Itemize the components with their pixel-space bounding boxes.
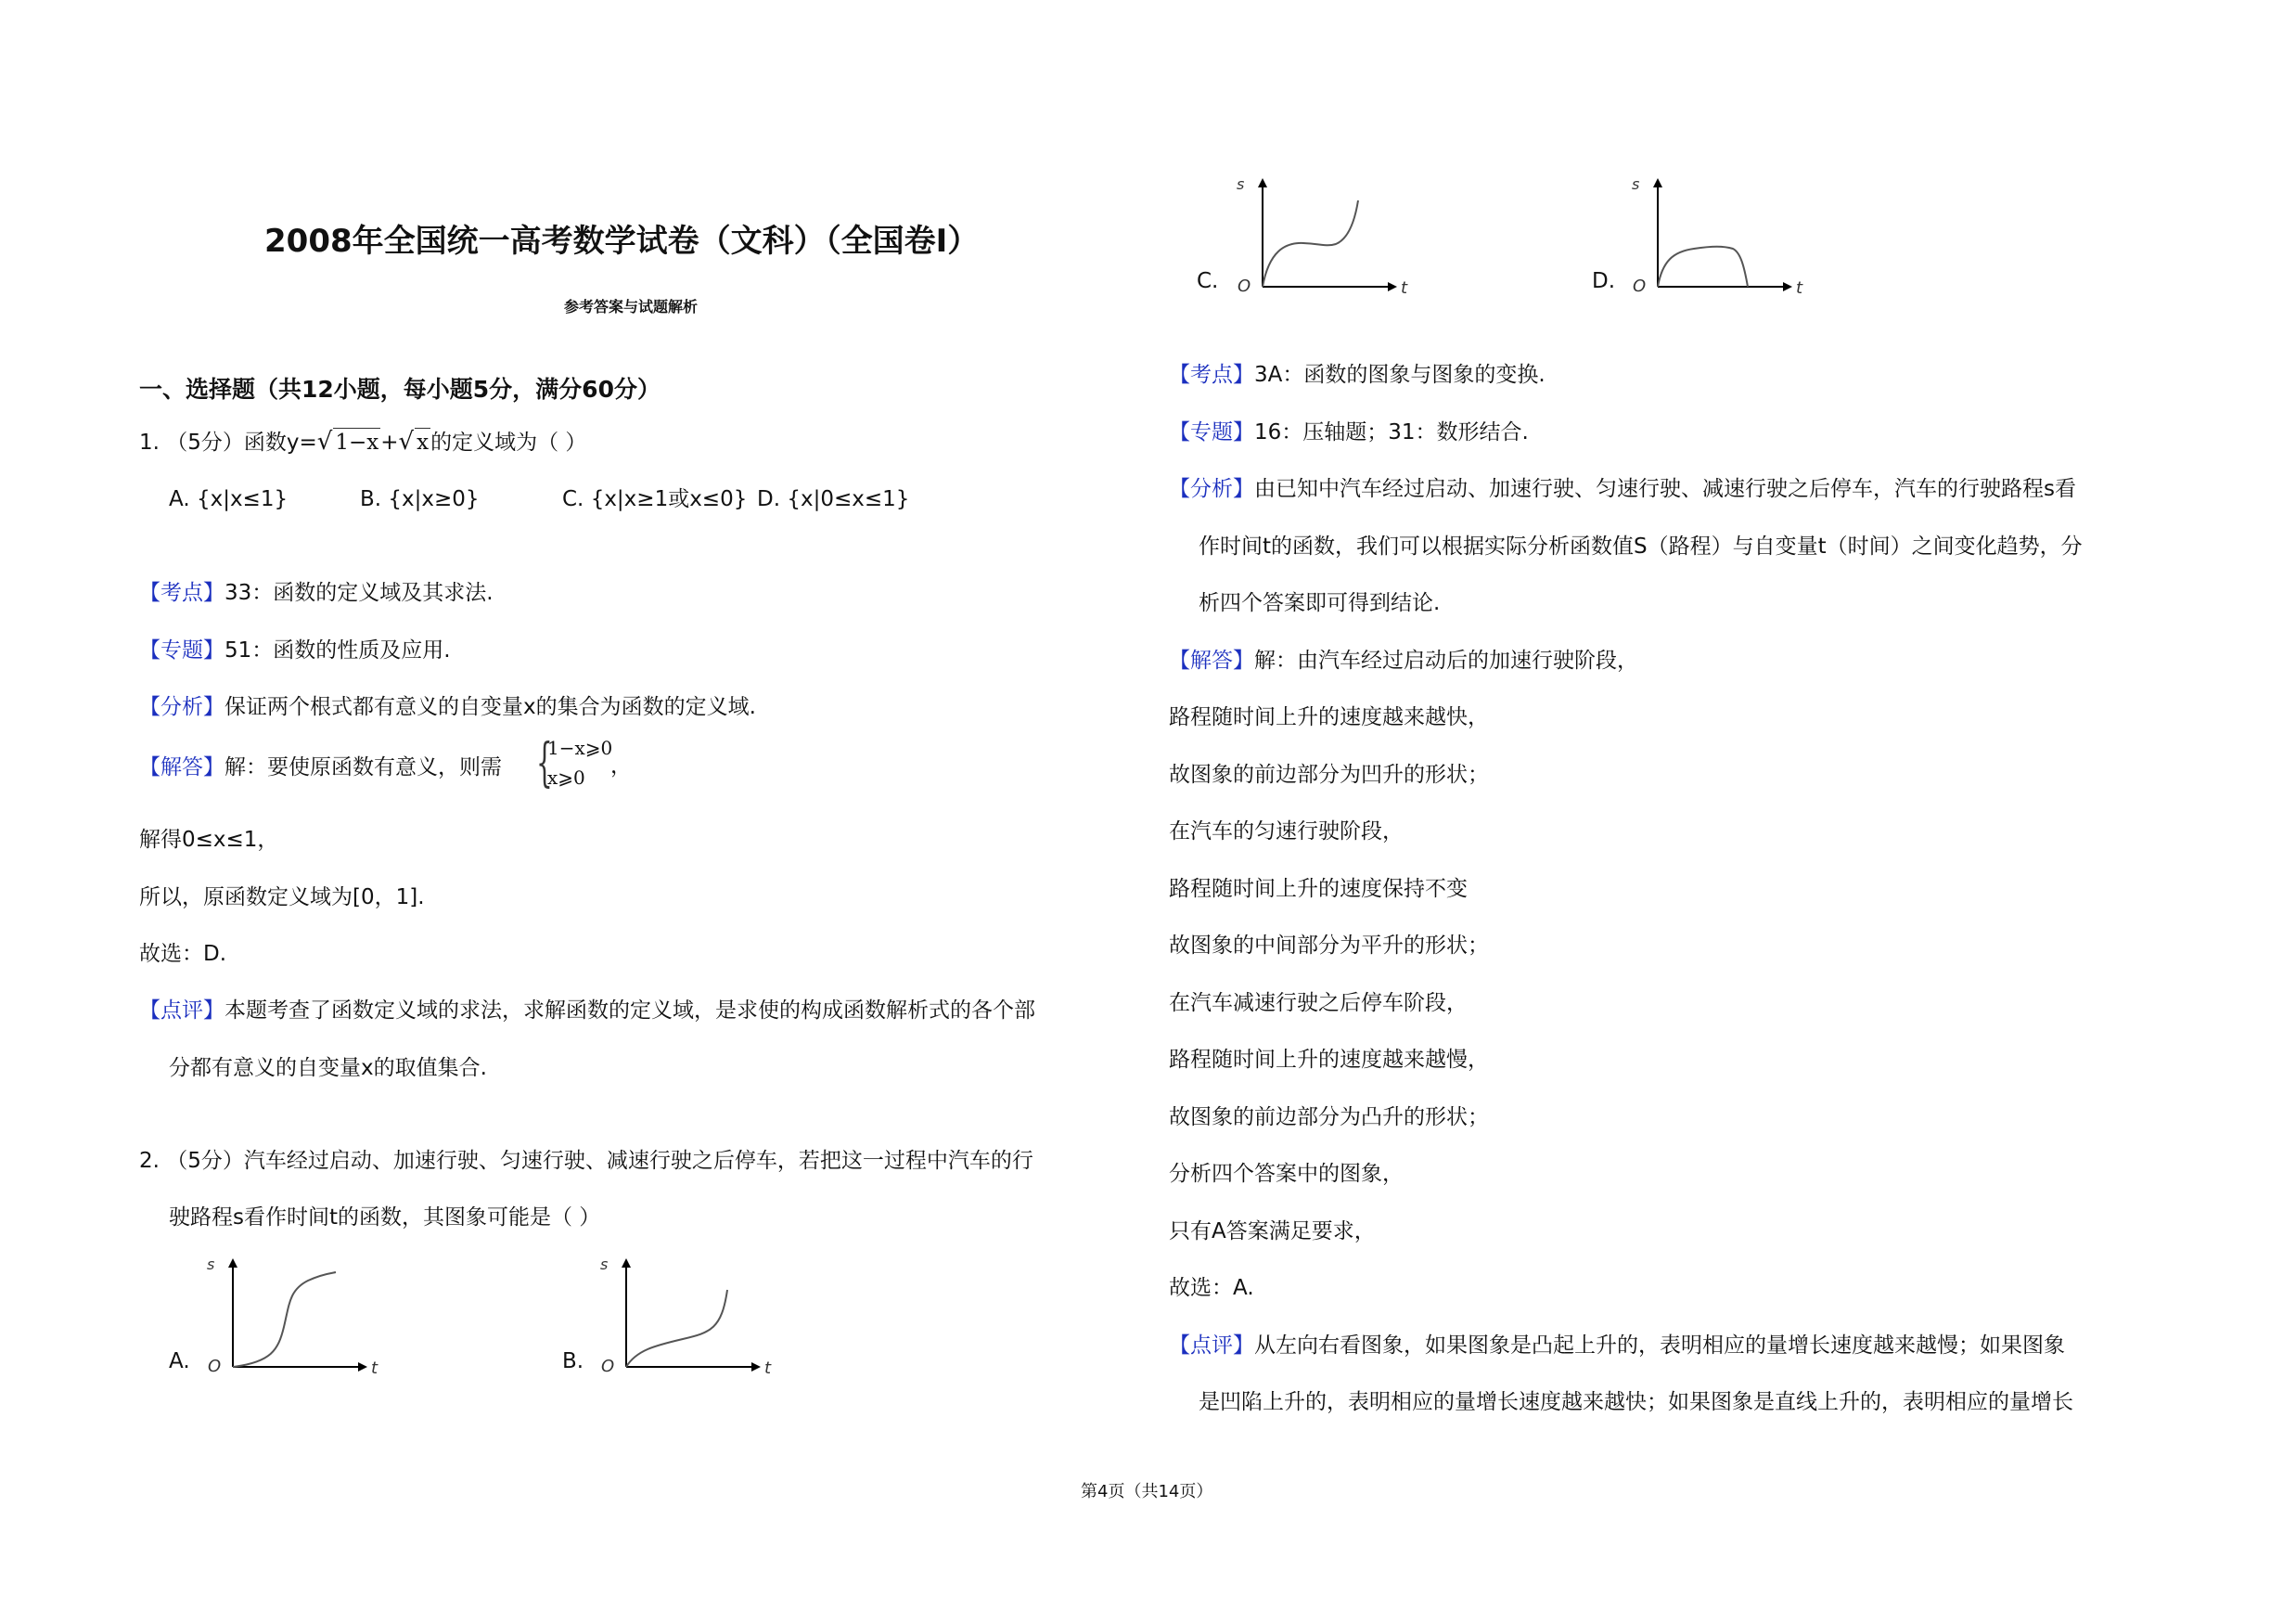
q2-dianping-line2: 是凹陷上升的，表明相应的量增长速度越来越快；如果图象是直线上升的，表明相应的量增长: [1199, 1390, 2073, 1414]
option-text: {x|x≥1或x≤0}: [590, 487, 748, 511]
origin-label: O: [1238, 277, 1251, 296]
q1-option-d: [757, 485, 909, 513]
option-label: C.: [562, 487, 584, 511]
jieda-text: 解：由汽车经过启动后的加速行驶阶段，: [1254, 649, 1638, 673]
system-row-2: x⩾0: [547, 766, 585, 789]
axis-x-label: t: [1401, 278, 1408, 298]
graph-a-svg: [169, 1253, 391, 1383]
option-text: {x|x≥0}: [388, 487, 480, 511]
axis-y-label: s: [207, 1256, 215, 1273]
sqrt-icon: √: [398, 428, 415, 456]
q2-step: 故图象的中间部分为平升的形状；: [1169, 934, 1489, 958]
q2-step: 故图象的前边部分为凹升的形状；: [1169, 763, 1489, 787]
jieda-tag: 【解答】: [139, 755, 224, 779]
q2-jieda: [1169, 647, 1638, 675]
dianping-tag: 【点评】: [139, 998, 224, 1023]
system-row-1: 1−x⩾0: [547, 737, 613, 759]
zhuanti-tag: 【专题】: [139, 638, 224, 663]
fenxi-tag: 【分析】: [139, 695, 224, 719]
q1-stem-suffix: 的定义域为（ ）: [430, 431, 587, 455]
arrow-right-icon: [358, 1362, 367, 1372]
kaodian-tag: 【考点】: [1169, 363, 1254, 387]
option-label: A.: [169, 487, 190, 511]
graph-label: B.: [562, 1349, 584, 1373]
option-label: D.: [757, 487, 781, 511]
q1-jieda: [139, 754, 502, 781]
q1-stem: [139, 428, 586, 457]
axis-x-label: t: [1796, 278, 1803, 298]
left-brace-icon: {: [536, 733, 553, 793]
dianping-text: 本题考查了函数定义域的求法，求解函数的定义域，是求使的构成函数解析式的各个部: [224, 998, 1035, 1023]
section-heading: 一、选择题（共12小题，每小题5分，满分60分）: [139, 376, 661, 403]
q1-step-3: 故选：D.: [139, 942, 227, 966]
graph-b-svg: [562, 1253, 785, 1383]
q2-step: 分析四个答案中的图象，: [1169, 1162, 1404, 1186]
graph-label: C.: [1197, 269, 1219, 293]
q1-number: 1.: [139, 431, 160, 455]
axis-x-label: t: [371, 1359, 378, 1378]
q2-fenxi-line2: 作时间t的函数，我们可以根据实际分析函数值S（路程）与自变量t（时间）之间变化趋势，分: [1199, 535, 2083, 559]
page-footer: 第4页（共14页）: [1081, 1482, 1213, 1501]
q2-step: 故选：A.: [1169, 1276, 1254, 1300]
q2-number: 2.: [139, 1149, 160, 1173]
origin-label: O: [601, 1357, 615, 1376]
q2-step: 路程随时间上升的速度保持不变: [1169, 877, 1468, 901]
q1-dianping-line2: 分都有意义的自变量x的取值集合.: [169, 1056, 487, 1080]
fenxi-text: 由已知中汽车经过启动、加速行驶、匀速行驶、减速行驶之后停车，汽车的行驶路程s看: [1254, 477, 2076, 501]
q1-step-1: 解得0≤x≤1，: [139, 828, 279, 852]
q2-stem: [139, 1147, 1033, 1175]
arrow-up-icon: [622, 1258, 631, 1268]
document-subtitle: 参考答案与试题解析: [564, 298, 699, 316]
arrow-right-icon: [1783, 282, 1792, 291]
graph-label: A.: [169, 1349, 190, 1373]
q2-fenxi-line3: 析四个答案即可得到结论.: [1199, 591, 1441, 615]
q2-step: 故图象的前边部分为凸升的形状；: [1169, 1105, 1489, 1129]
arrow-up-icon: [1258, 178, 1267, 187]
dianping-tag: 【点评】: [1169, 1333, 1254, 1358]
q1-kaodian: [139, 579, 494, 607]
jieda-text: 解：要使原函数有意义，则需: [224, 755, 502, 779]
q1-inequality-system: [536, 733, 632, 798]
q2-zhuanti: [1169, 419, 1529, 446]
q1-option-b: [360, 485, 480, 513]
q2-kaodian: [1169, 361, 1546, 389]
option-label: B.: [360, 487, 382, 511]
dianping-text: 从左向右看图象，如果图象是凸起上升的，表明相应的量增长速度越来越慢；如果图象: [1254, 1333, 2065, 1358]
q2-score: （5分）: [166, 1149, 244, 1173]
axis-y-label: s: [1632, 175, 1640, 193]
q1-fenxi: [139, 693, 756, 721]
graph-option-c: [1197, 173, 1419, 306]
q1-option-c: [562, 485, 747, 513]
kaodian-tag: 【考点】: [139, 581, 224, 605]
graph-option-d: [1592, 173, 1815, 306]
q2-step: 路程随时间上升的速度越来越慢，: [1169, 1048, 1489, 1072]
kaodian-text: 3A：函数的图象与图象的变换.: [1254, 363, 1546, 387]
q1-zhuanti: [139, 637, 451, 664]
q2-stem-line2: 驶路程s看作时间t的函数，其图象可能是（ ）: [169, 1205, 601, 1230]
graph-c-svg: [1197, 173, 1419, 303]
sqrt-icon: √: [316, 428, 333, 456]
axis-x-label: t: [764, 1359, 772, 1378]
arrow-right-icon: [751, 1362, 761, 1372]
q1-plus: +: [380, 431, 399, 455]
jieda-tag: 【解答】: [1169, 649, 1254, 673]
axis-y-label: s: [1237, 175, 1245, 193]
graph-option-a: [169, 1253, 391, 1386]
arrow-up-icon: [1653, 178, 1662, 187]
fenxi-tag: 【分析】: [1169, 477, 1254, 501]
q2-step: 在汽车的匀速行驶阶段，: [1169, 819, 1404, 844]
q2-fenxi: [1169, 475, 2076, 503]
q2-dianping: [1169, 1332, 2065, 1359]
graph-label: D.: [1592, 269, 1616, 293]
system-tail: ，: [610, 754, 632, 779]
option-text: {x|x≤1}: [196, 487, 289, 511]
arrow-right-icon: [1388, 282, 1397, 291]
fenxi-text: 保证两个根式都有意义的自变量x的集合为函数的定义域.: [224, 695, 756, 719]
q1-step-2: 所以，原函数定义域为[0，1].: [139, 885, 425, 909]
q1-sqrt2: x: [415, 428, 430, 457]
zhuanti-text: 51：函数的性质及应用.: [224, 638, 451, 663]
graph-option-b: [562, 1253, 785, 1386]
q2-step: 路程随时间上升的速度越来越快，: [1169, 705, 1489, 729]
origin-label: O: [1633, 277, 1647, 296]
option-text: {x|0≤x≤1}: [787, 487, 910, 511]
kaodian-text: 33：函数的定义域及其求法.: [224, 581, 494, 605]
document-title: 2008年全国统一高考数学试卷（文科）（全国卷I）: [264, 223, 980, 260]
q1-sqrt1: 1−x: [333, 428, 380, 457]
q2-step: 只有A答案满足要求，: [1169, 1219, 1376, 1243]
zhuanti-text: 16：压轴题；31：数形结合.: [1254, 420, 1529, 444]
zhuanti-tag: 【专题】: [1169, 420, 1254, 444]
arrow-up-icon: [228, 1258, 237, 1268]
q2-step: 在汽车减速行驶之后停车阶段，: [1169, 991, 1468, 1015]
q1-dianping: [139, 997, 1035, 1024]
q1-score: （5分）: [166, 431, 244, 455]
axis-y-label: s: [600, 1256, 609, 1273]
origin-label: O: [208, 1357, 222, 1376]
q1-option-a: [169, 485, 288, 513]
graph-d-svg: [1592, 173, 1815, 303]
q1-stem-prefix: 函数y=: [243, 431, 317, 455]
q2-stem-line1: 汽车经过启动、加速行驶、匀速行驶、减速行驶之后停车，若把这一过程中汽车的行: [243, 1149, 1033, 1173]
